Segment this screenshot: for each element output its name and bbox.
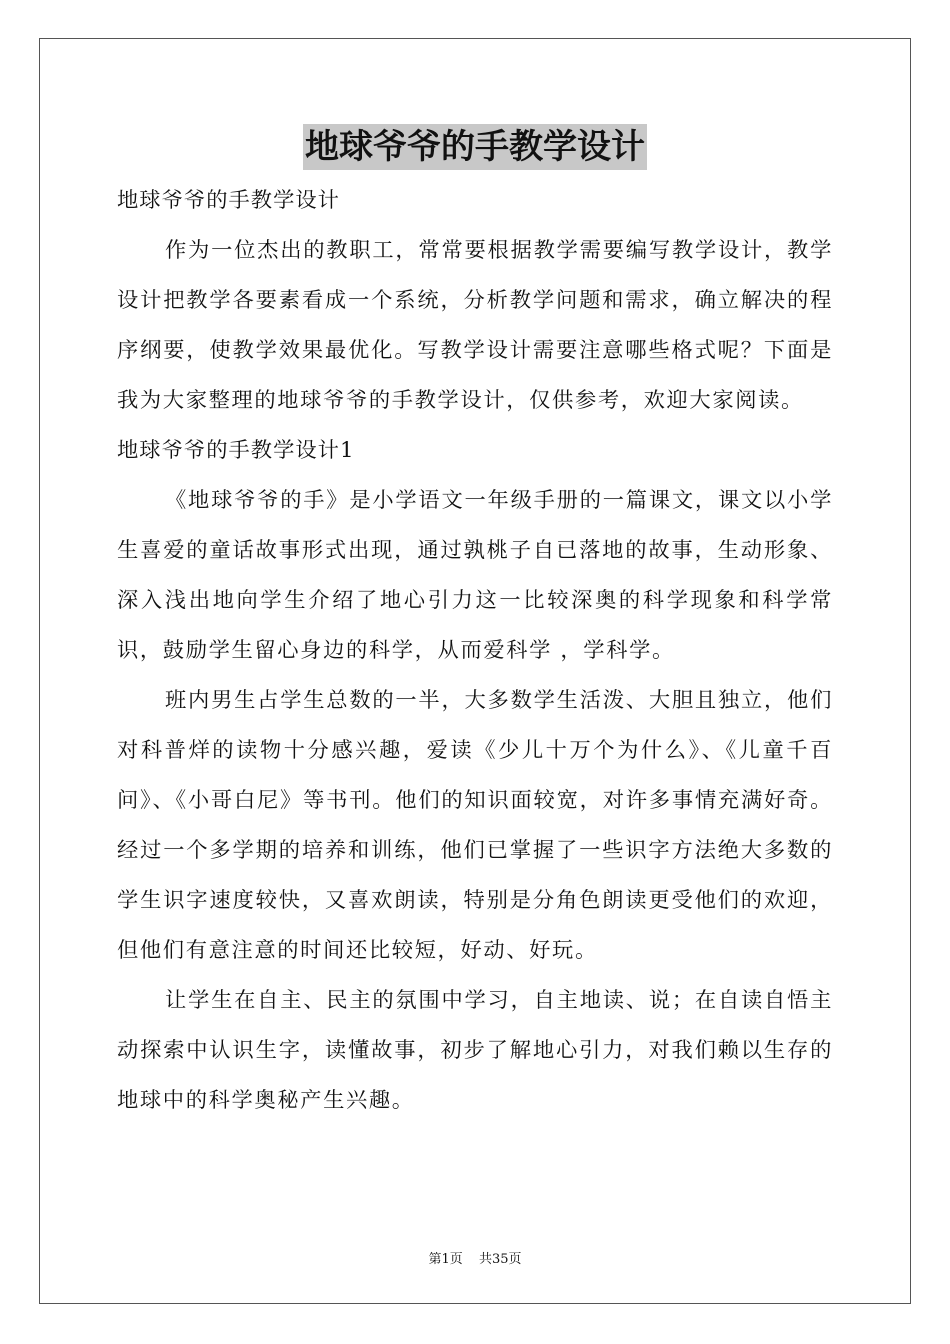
body-paragraph-2: 班内男生占学生总数的一半，大多数学生活泼、大胆且独立，他们对科普烊的读物十分感兴趣，爱读《少儿十万个为什么》、《儿童千百问》、《小哥白尼》等书刊。他们的知识面较宽，对许多事情充满好奇。经过一个多学期的培养和训练，他们已掌握了一些识字方法绝大多数的学生识字速度较快，又喜欢朗读，特别是分角色朗读更受他们的欢迎，但他们有意注意的时间还比较短，好动、好玩。	[117, 688, 833, 963]
section-heading-1: 地球爷爷的手教学设计1	[117, 438, 355, 463]
total-pages: 共35页	[478, 1252, 522, 1267]
intro-paragraph: 作为一位杰出的教职工，常常要根据教学需要编写教学设计，教学设计把教学各要素看成一个系统，分析教学问题和需求，确立解决的程序纲要，使教学效果最优化。写教学设计需要注意哪些格式呢？下面是我为大家整理的地球爷爷的手教学设计，仅供参考，欢迎大家阅读。	[117, 238, 833, 413]
body-paragraph-1: 《地球爷爷的手》是小学语文一年级手册的一篇课文，课文以小学生喜爱的童话故事形式出现，通过孰桃子自已落地的故事，生动形象、深入浅出地向学生介绍了地心引力这一比较深奥的科学现象和科学常识，鼓励学生留心身边的科学，从而爱科学 ，学科学。	[117, 488, 833, 663]
document-title: 地球爷爷的手教学设计	[303, 124, 647, 170]
title-container	[0, 124, 950, 170]
body-paragraph-3: 让学生在自主、民主的氛围中学习，自主地读、说；在自读自悟主动探索中认识生字，读懂故事，初步了解地心引力，对我们赖以生存的地球中的科学奥秘产生兴趣。	[117, 988, 833, 1113]
subtitle-heading: 地球爷爷的手教学设计	[117, 188, 340, 213]
document-body	[117, 176, 833, 1126]
page-footer	[0, 1248, 950, 1267]
page-number: 第1页	[428, 1252, 463, 1267]
